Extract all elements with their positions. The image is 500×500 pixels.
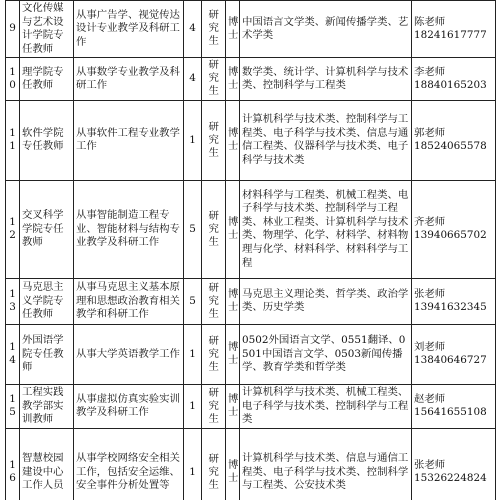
table-row bbox=[6, 278, 496, 324]
education-level bbox=[202, 1, 226, 58]
contact-phone: 18840165203 bbox=[414, 79, 487, 92]
table-row bbox=[6, 58, 496, 101]
education-level bbox=[202, 278, 226, 324]
education-level-text: 研究生 bbox=[208, 452, 219, 491]
row-number: 16 bbox=[6, 428, 20, 500]
contact-cell bbox=[412, 180, 496, 278]
degree-requirement bbox=[226, 100, 240, 180]
department-name: 文化传媒与艺术设计学院专任教师 bbox=[20, 1, 74, 58]
hiring-count: 4 bbox=[184, 1, 202, 58]
contact-phone: 18241617777 bbox=[414, 29, 487, 42]
row-number: 13 bbox=[6, 278, 20, 324]
degree-requirement-text: 博士 bbox=[228, 127, 239, 153]
contact-cell bbox=[412, 324, 496, 384]
table-row bbox=[6, 180, 496, 278]
degree-requirement-text: 博士 bbox=[228, 341, 239, 367]
job-duties: 从事学校网络安全相关工作，包括安全运维、安全事件分析处置等 bbox=[74, 428, 184, 500]
contact-cell bbox=[412, 278, 496, 324]
degree-requirement-text: 博士 bbox=[228, 65, 239, 91]
department-name: 马克思主义学院专任教师 bbox=[20, 278, 74, 324]
department-name: 理学院专任教师 bbox=[20, 58, 74, 101]
contact-cell bbox=[412, 384, 496, 428]
job-duties: 从事大学英语教学工作 bbox=[74, 324, 184, 384]
contact-name: 张老师 bbox=[414, 458, 446, 471]
degree-requirement-text: 博士 bbox=[228, 15, 239, 41]
department-name: 外国语学院专任教师 bbox=[20, 324, 74, 384]
hiring-count: 1 bbox=[184, 384, 202, 428]
degree-requirement-text: 博士 bbox=[228, 393, 239, 419]
hiring-count: 5 bbox=[184, 278, 202, 324]
education-level-text: 研究生 bbox=[208, 209, 219, 248]
education-level bbox=[202, 180, 226, 278]
degree-requirement-text: 博士 bbox=[228, 288, 239, 314]
education-level-text: 研究生 bbox=[208, 59, 219, 98]
contact-cell bbox=[412, 1, 496, 58]
hiring-count: 5 bbox=[184, 180, 202, 278]
department-name: 智慧校园建设中心工作人员 bbox=[20, 428, 74, 500]
job-duties: 从事马克思主义基本原理和思想政治教育相关教学和科研工作 bbox=[74, 278, 184, 324]
contact-phone: 15641655108 bbox=[414, 406, 487, 419]
contact-name: 郭老师 bbox=[414, 126, 446, 139]
major-requirements: 计算机科学与技术类、机械工程类、电子科学与技术类、控制科学与工程类 bbox=[240, 384, 412, 428]
hiring-count: 1 bbox=[184, 428, 202, 500]
degree-requirement-text: 博士 bbox=[228, 216, 239, 242]
row-number: 12 bbox=[6, 180, 20, 278]
contact-phone: 13840646727 bbox=[414, 354, 487, 367]
job-duties: 从事数学专业教学及科研工作 bbox=[74, 58, 184, 101]
major-requirements: 中国语言文学类、新闻传播学类、艺术学类 bbox=[240, 1, 412, 58]
row-number: 11 bbox=[6, 100, 20, 180]
contact-phone: 13940665702 bbox=[414, 229, 487, 242]
degree-requirement bbox=[226, 58, 240, 101]
degree-requirement bbox=[226, 428, 240, 500]
table-row bbox=[6, 324, 496, 384]
contact-phone: 15326224824 bbox=[414, 472, 487, 485]
major-requirements: 数学类、统计学、计算机科学与技术类、控制科学与工程类 bbox=[240, 58, 412, 101]
hiring-count: 4 bbox=[184, 58, 202, 101]
major-requirements: 计算机科学与技术类、控制科学与工程类、电子科学与技术类、信息与通信工程类、仪器科学与技术类、电子科学与技术类 bbox=[240, 100, 412, 180]
department-name: 交叉科学学院专任教师 bbox=[20, 180, 74, 278]
hiring-count: 1 bbox=[184, 324, 202, 384]
contact-phone: 13941632345 bbox=[414, 301, 487, 314]
contact-phone: 18524065578 bbox=[414, 140, 487, 153]
education-level-text: 研究生 bbox=[208, 281, 219, 320]
major-requirements: 计算机科学与技术类、信息与通信工程类、电子科学与技术类、控制科学与工程类、公安技术类 bbox=[240, 428, 412, 500]
job-duties: 从事虚拟仿真实验实训教学及科研工作 bbox=[74, 384, 184, 428]
row-number: 15 bbox=[6, 384, 20, 428]
job-duties: 从事智能制造工程专业、智能材料与结构专业教学及科研工作 bbox=[74, 180, 184, 278]
table-row bbox=[6, 384, 496, 428]
contact-name: 齐老师 bbox=[414, 215, 446, 228]
major-requirements: 0502外国语言文学、0551翻译、0501中国语言文学、0503新闻传播学、教育学类和哲学类 bbox=[240, 324, 412, 384]
education-level bbox=[202, 428, 226, 500]
education-level bbox=[202, 384, 226, 428]
department-name: 软件学院专任教师 bbox=[20, 100, 74, 180]
education-level-text: 研究生 bbox=[208, 120, 219, 159]
department-name: 工程实践教学部实训教师 bbox=[20, 384, 74, 428]
contact-cell bbox=[412, 100, 496, 180]
job-duties: 从事广告学、视觉传达设计专业教学及科研工作 bbox=[74, 1, 184, 58]
contact-cell bbox=[412, 428, 496, 500]
degree-requirement bbox=[226, 324, 240, 384]
degree-requirement bbox=[226, 384, 240, 428]
education-level bbox=[202, 58, 226, 101]
contact-name: 刘老师 bbox=[414, 340, 446, 353]
row-number: 14 bbox=[6, 324, 20, 384]
degree-requirement-text: 博士 bbox=[228, 459, 239, 485]
row-number: 9 bbox=[6, 1, 20, 58]
education-level-text: 研究生 bbox=[208, 9, 219, 48]
education-level bbox=[202, 100, 226, 180]
recruitment-table bbox=[5, 0, 496, 500]
row-number: 10 bbox=[6, 58, 20, 101]
table-row bbox=[6, 100, 496, 180]
job-duties: 从事软件工程专业教学工作 bbox=[74, 100, 184, 180]
contact-name: 赵老师 bbox=[414, 392, 446, 405]
contact-name: 张老师 bbox=[414, 287, 446, 300]
table-row bbox=[6, 428, 496, 500]
table-body bbox=[6, 1, 496, 500]
major-requirements: 马克思主义理论类、哲学类、政治学类、历史学类 bbox=[240, 278, 412, 324]
education-level-text: 研究生 bbox=[208, 386, 219, 425]
degree-requirement bbox=[226, 1, 240, 58]
contact-name: 李老师 bbox=[414, 65, 446, 78]
degree-requirement bbox=[226, 180, 240, 278]
contact-cell bbox=[412, 58, 496, 101]
education-level bbox=[202, 324, 226, 384]
major-requirements: 材料科学与工程类、机械工程类、电子科学与技术类、控制科学与工程类、林业工程类、计算机科学与技术类、物理学、化学、材料学、材料物理与化学、材料科学、材料科学与工程 bbox=[240, 180, 412, 278]
contact-name: 陈老师 bbox=[414, 15, 446, 28]
degree-requirement bbox=[226, 278, 240, 324]
hiring-count: 1 bbox=[184, 100, 202, 180]
education-level-text: 研究生 bbox=[208, 334, 219, 373]
table-row bbox=[6, 1, 496, 58]
